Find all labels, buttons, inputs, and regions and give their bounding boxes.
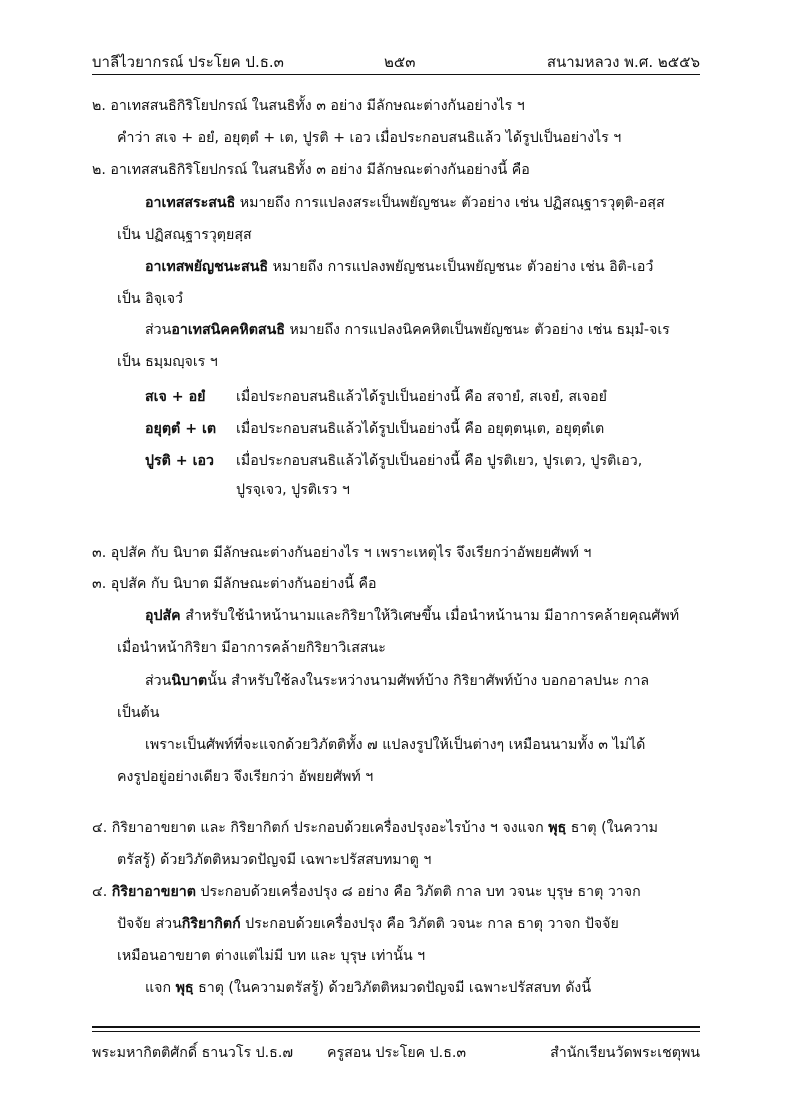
q4-answer-line-4-prefix: แจก bbox=[145, 980, 176, 996]
footer-divider-top bbox=[92, 1026, 700, 1028]
term-upasagga: อุปสัค bbox=[145, 608, 181, 624]
term-akhyata: กิริยาอาขยาต bbox=[111, 884, 196, 900]
q2-paragraph-1-text: หมายถึง การแปลงสระเป็นพยัญชนะ ตัวอย่าง เช่น ปฏิสณฺฐารวุตฺติ-อสฺส bbox=[235, 195, 665, 211]
footer-author: พระมหากิตติศักดิ์ ธานวโร ป.ธ.๗ bbox=[92, 1045, 293, 1061]
page-header bbox=[92, 46, 700, 74]
term-consonant-sandhi: อาเทสพยัญชนะสนธิ bbox=[145, 259, 269, 275]
example-term-3: ปูรติ + เอว bbox=[145, 453, 214, 469]
header-divider bbox=[92, 74, 700, 75]
header-exam-year: สนามหลวง พ.ศ. ๒๕๕๖ bbox=[546, 53, 700, 71]
q3-paragraph-1-cont: เมื่อนำหน้ากิริยา มีอาการคล้ายกิริยาวิเสสนะ bbox=[117, 640, 386, 656]
q4-question-line-1 bbox=[92, 818, 658, 838]
q2-paragraph-3-prefix: ส่วน bbox=[145, 322, 172, 338]
q3-paragraph-2 bbox=[145, 671, 649, 691]
q3-answer-line-1: ๓. อุปสัค กับ นิบาต มีลักษณะต่างกันอย่างนี้ คือ bbox=[92, 576, 377, 592]
q2-paragraph-1 bbox=[145, 193, 665, 213]
q2-paragraph-1-cont: เป็น ปฏิสณฺฐารวุตฺยสฺส bbox=[117, 227, 252, 243]
q2-answer-line-1: ๒. อาเทสสนธิกิริโยปกรณ์ ในสนธิทั้ง ๓ อย่าง มีลักษณะต่างกันอย่างนี้ คือ bbox=[92, 162, 530, 178]
q4-question-prefix: ๔. กิริยาอาขยาต และ กิริยากิตก์ ประกอบด้วยเครื่องปรุงอะไรบ้าง ฯ จงแจก bbox=[92, 820, 549, 836]
footer-role: ครูสอน ประโยค ป.ธ.๓ bbox=[327, 1045, 467, 1061]
q4-answer-line-2 bbox=[117, 914, 619, 934]
term-niggahita-sandhi: อาเทสนิคคหิตสนธิ bbox=[171, 322, 285, 338]
q4-answer-line-4-text: ธาตุ (ในความตรัสรู้) ด้วยวิภัตติหมวดปัญจมี เฉพาะปรัสสบท ดังนี้ bbox=[193, 980, 592, 996]
term-kitaka: กิริยากิตก์ bbox=[181, 916, 241, 932]
q2-paragraph-3-cont: เป็น ธมฺมญฺจเร ฯ bbox=[117, 354, 218, 370]
q3-question: ๓. อุปสัค กับ นิบาต มีลักษณะต่างกันอย่างไร ฯ เพราะเหตุไร จึงเรียกว่าอัพยยศัพท์ ฯ bbox=[92, 545, 592, 561]
q4-question-suffix: ธาตุ (ในความ bbox=[566, 820, 659, 836]
example-desc-1: เมื่อประกอบสนธิแล้วได้รูปเป็นอย่างนี้ คือ สจายํ, สเจยํ, สเจอยํ bbox=[236, 389, 607, 405]
q4-answer-number: ๔. bbox=[92, 884, 112, 900]
header-book-title: บาลีไวยากรณ์ ประโยค ป.ธ.๓ bbox=[92, 53, 284, 71]
q2-paragraph-2-text: หมายถึง การแปลงพยัญชนะเป็นพยัญชนะ ตัวอย่าง เช่น อิติ-เอวํ bbox=[268, 259, 654, 275]
q4-answer-line-1 bbox=[92, 882, 641, 902]
example-term-2: อยุตฺตํ + เต bbox=[145, 421, 217, 437]
q2-question-line-2: คำว่า สเจ + อยํ, อยุตฺตํ + เต, ปูรติ + เอว เมื่อประกอบสนธิแล้ว ได้รูปเป็นอย่างไร ฯ bbox=[117, 130, 622, 146]
q2-question-line-1: ๒. อาเทสสนธิกิริโยปกรณ์ ในสนธิทั้ง ๓ อย่าง มีลักษณะต่างกันอย่างไร ฯ bbox=[92, 98, 525, 114]
q4-answer-line-2-prefix: ปัจจัย ส่วน bbox=[117, 916, 182, 932]
q2-paragraph-2-cont: เป็น อิจฺเจวํ bbox=[117, 291, 184, 307]
q3-paragraph-1 bbox=[145, 606, 679, 626]
q2-paragraph-2 bbox=[145, 257, 653, 277]
q4-answer-line-2-text: ประกอบด้วยเครื่องปรุง คือ วิภัตติ วจนะ กาล ธาตุ วาจก ปัจจัย bbox=[240, 916, 619, 932]
footer-institution: สำนักเรียนวัดพระเชตุพน bbox=[550, 1045, 700, 1061]
q4-question-line-2: ตรัสรู้) ด้วยวิภัตติหมวดปัญจมี เฉพาะปรัสสบทมาตู ฯ bbox=[117, 852, 432, 868]
q3-paragraph-2-prefix: ส่วน bbox=[145, 673, 172, 689]
q3-paragraph-2-text: นั้น สำหรับใช้ลงในระหว่างนามศัพท์บ้าง กิริยาศัพท์บ้าง บอกอาลปนะ กาล bbox=[207, 673, 650, 689]
q4-answer-line-4 bbox=[145, 978, 591, 998]
term-nipata: นิบาต bbox=[171, 673, 208, 689]
page-footer bbox=[92, 1042, 700, 1066]
example-desc-2: เมื่อประกอบสนธิแล้วได้รูปเป็นอย่างนี้ คือ อยุตฺตนฺเต, อยุตฺตํเต bbox=[236, 421, 605, 437]
q3-paragraph-3: เพราะเป็นศัพท์ที่จะแจกด้วยวิภัตติทั้ง ๗ แปลงรูปให้เป็นต่างๆ เหมือนนามทั้ง ๓ ไม่ได้ bbox=[145, 737, 646, 753]
q3-paragraph-3-cont: คงรูปอยู่อย่างเดียว จึงเรียกว่า อัพยยศัพท์ ฯ bbox=[117, 769, 374, 785]
footer-divider-bottom bbox=[92, 1031, 700, 1032]
q2-paragraph-3-text: หมายถึง การแปลงนิคคหิตเป็นพยัญชนะ ตัวอย่าง เช่น ธมฺมํ-จเร bbox=[284, 322, 670, 338]
term-budh-root-answer: พุธฺ bbox=[175, 980, 194, 996]
example-desc-3-cont: ปูรจฺเจว, ปูรติเรว ฯ bbox=[236, 482, 350, 498]
header-page-number: ๒๕๓ bbox=[384, 53, 416, 71]
q3-paragraph-2-cont: เป็นต้น bbox=[117, 705, 160, 721]
example-desc-3: เมื่อประกอบสนธิแล้วได้รูปเป็นอย่างนี้ คือ ปูรติเยว, ปูรเตว, ปูรติเอว, bbox=[236, 453, 643, 469]
q2-paragraph-3 bbox=[145, 320, 670, 340]
q3-paragraph-1-text: สำหรับใช้นำหน้านามและกิริยาให้วิเศษขึ้น เมื่อนำหน้านาม มีอาการคล้ายคุณศัพท์ bbox=[180, 608, 680, 624]
q4-answer-line-1-text: ประกอบด้วยเครื่องปรุง ๘ อย่าง คือ วิภัตติ กาล บท วจนะ บุรุษ ธาตุ วาจก bbox=[195, 884, 641, 900]
q4-answer-line-3: เหมือนอาขยาต ต่างแต่ไม่มี บท และ บุรุษ เท่านั้น ฯ bbox=[117, 948, 426, 964]
example-term-1: สเจ + อยํ bbox=[145, 389, 206, 405]
term-budh-root: พุธฺ bbox=[548, 820, 567, 836]
term-vowel-sandhi: อาเทสสระสนธิ bbox=[145, 195, 236, 211]
